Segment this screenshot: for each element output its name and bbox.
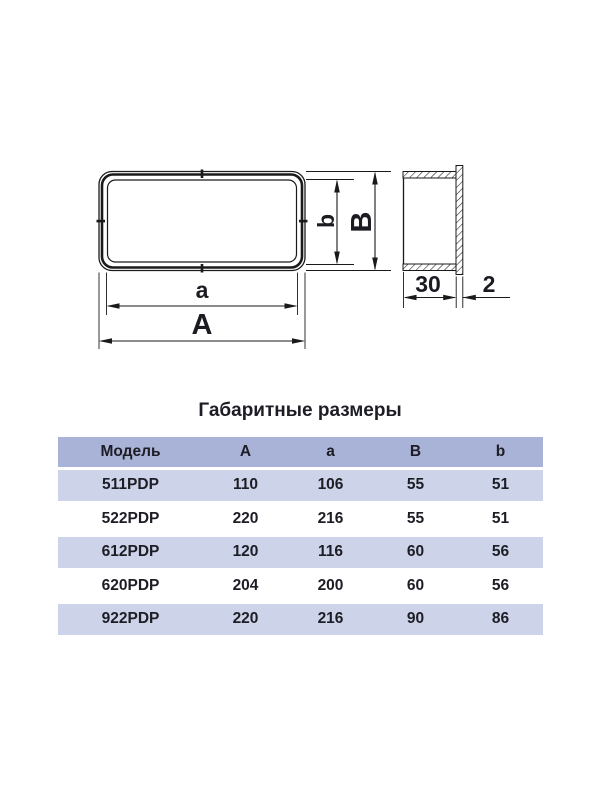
dim-label-2: 2 xyxy=(482,271,496,297)
center-tick-left xyxy=(97,220,106,223)
cell-model: 522PDP xyxy=(101,509,160,527)
cell-A: 204 xyxy=(232,576,259,594)
cell-B: 55 xyxy=(406,476,425,493)
cell-b: 51 xyxy=(491,476,510,493)
cell-A: 220 xyxy=(232,610,259,627)
flange-plate xyxy=(456,166,463,275)
front-view xyxy=(97,170,392,350)
dim-label-B-outer: B xyxy=(346,211,378,233)
dim-label-A-outer: A xyxy=(191,309,213,341)
table-row xyxy=(58,470,543,501)
cell-b: 56 xyxy=(491,576,510,594)
header-model: Модель xyxy=(100,443,161,460)
cell-B: 55 xyxy=(406,509,425,527)
cell-a: 106 xyxy=(317,476,344,493)
side-view xyxy=(403,166,510,309)
dim-label-a-inner: a xyxy=(195,277,209,303)
table-row xyxy=(58,570,543,601)
dimension-depth-30 xyxy=(404,271,457,300)
cell-b: 56 xyxy=(491,543,510,560)
dimension-b xyxy=(313,180,340,265)
duct-side-outline xyxy=(403,166,463,275)
dimension-A xyxy=(99,309,305,344)
cell-A: 220 xyxy=(232,509,259,527)
cell-a: 216 xyxy=(317,610,344,627)
cell-model: 511PDP xyxy=(102,476,159,493)
dimension-thickness-2 xyxy=(463,271,510,300)
table-title: Габаритные размеры xyxy=(198,400,402,421)
center-tick-top xyxy=(201,170,204,179)
table-row xyxy=(58,537,543,568)
cell-model: 922PDP xyxy=(101,610,160,627)
cell-A: 120 xyxy=(232,543,259,560)
cell-a: 116 xyxy=(317,543,343,560)
table-row xyxy=(58,503,543,534)
dimension-a xyxy=(107,277,298,309)
cell-model: 620PDP xyxy=(101,576,160,594)
header-a: a xyxy=(326,443,335,460)
cell-B: 60 xyxy=(406,576,425,594)
header-A: A xyxy=(239,443,252,460)
dimensions-table xyxy=(58,437,543,637)
cell-b: 86 xyxy=(491,610,510,627)
cell-A: 110 xyxy=(232,476,258,493)
cell-a: 200 xyxy=(317,576,344,594)
duct-front-outline xyxy=(97,170,308,273)
dimension-drawing xyxy=(0,0,600,380)
cell-B: 90 xyxy=(406,610,425,627)
center-tick-bottom xyxy=(201,264,204,273)
center-tick-right xyxy=(299,220,308,223)
table-header-row xyxy=(58,437,543,467)
dim-label-30: 30 xyxy=(415,271,441,297)
cell-a: 216 xyxy=(317,509,344,527)
cell-b: 51 xyxy=(491,509,510,527)
table-row xyxy=(58,604,543,635)
cell-B: 60 xyxy=(406,543,425,560)
dimension-B xyxy=(346,172,378,271)
header-B: B xyxy=(409,443,422,460)
cell-model: 612PDP xyxy=(101,543,160,560)
header-b: b xyxy=(495,443,506,460)
dim-label-b: b xyxy=(313,213,339,229)
